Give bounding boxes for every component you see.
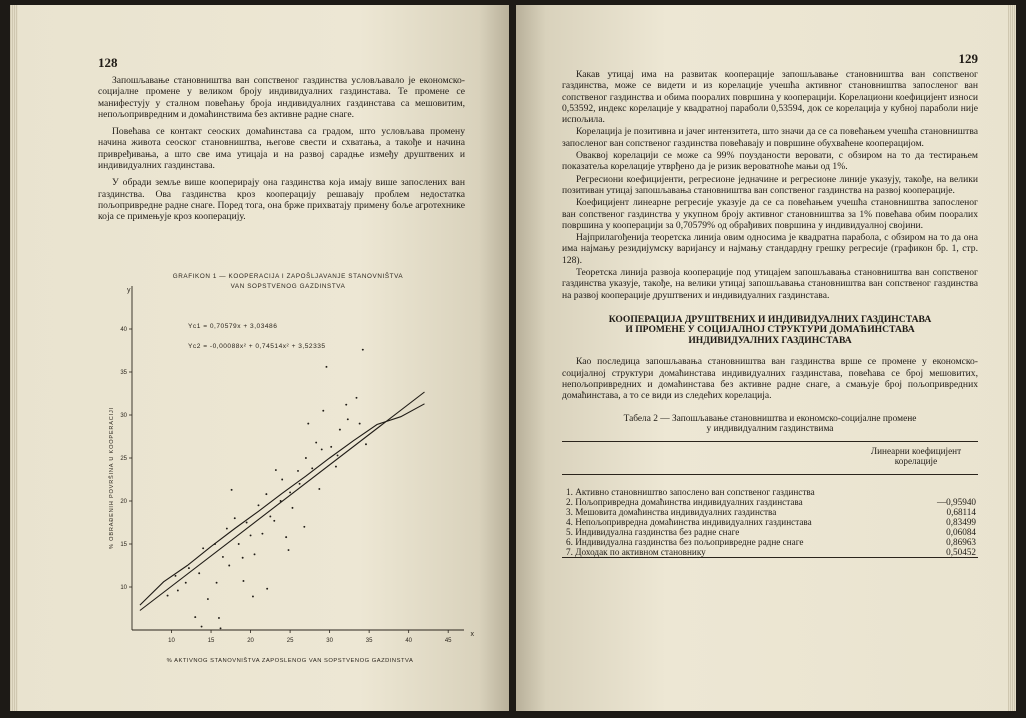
table-row bbox=[562, 547, 978, 558]
y-tick-label: 30 bbox=[120, 413, 127, 419]
page-edge bbox=[10, 5, 18, 711]
table-row bbox=[562, 537, 978, 547]
y-axis-label: % OBRAĐENIH POVRŠINA U KOOPERACIJI bbox=[109, 407, 115, 549]
chart-container bbox=[100, 268, 472, 668]
caption-line: Табела 2 — Запошљавање становништва и економско-социјалне промене bbox=[623, 413, 917, 424]
paragraph: Коефицијент линеарне регресије указује да се са повећањем учешћа становништва запосленог ван сопственог газдинства у укупном броју активног становништва за 1% повећава обим пооралих површина у кооперацији за 0,70579% од обрађивих површина у индивидуалној својини. bbox=[562, 197, 978, 231]
row-label: 1. Активно становништво запослено ван сопственог газдинства bbox=[566, 486, 815, 497]
data-point bbox=[216, 582, 218, 584]
data-point bbox=[252, 596, 254, 598]
paragraph: Корелација је позитивна и јачег интензитета, што значи да се са повећањем учешћа становништва запосленог ван сопственог газдинства повећавају и површине обухваћене кооперацијом. bbox=[562, 126, 978, 149]
data-point bbox=[250, 534, 252, 536]
data-point bbox=[265, 493, 267, 495]
row-value: 0,68114 bbox=[946, 506, 976, 517]
x-tick-label: 35 bbox=[365, 638, 373, 644]
data-point bbox=[207, 598, 209, 600]
y-tick-label: 15 bbox=[120, 542, 127, 548]
equation-2: Yc2 = -0,00088x² + 0,74514x² + 3,52335 bbox=[188, 343, 326, 350]
data-point bbox=[297, 470, 299, 472]
paragraph: Оваквој корелацији се може са 99% поузданости веровати, с обзиром на то да тестирањем показатеља корелације утврђено да је ризик вероватноће мањи од 1%. bbox=[562, 150, 978, 173]
right-page bbox=[516, 5, 1016, 711]
paragraph: Повећава се контакт сеоских домаћинстава са градом, што условљава промену начина живота сеоског становништва, његове свести и схватања, а такође и начина привређивања, а што све има утицаја и на развој сарадње између друштвених и индивидуалних газдинстава. bbox=[98, 126, 465, 172]
data-point bbox=[365, 443, 367, 445]
x-tick-label: 45 bbox=[444, 638, 452, 644]
chart-title-line1: GRAFIKON 1 — KOOPERACIJA I ZAPOŠLJAVANJE STANOVNIŠTVA bbox=[172, 273, 404, 280]
data-point bbox=[234, 517, 236, 519]
page-number: 129 bbox=[958, 51, 978, 66]
data-point bbox=[285, 536, 287, 538]
data-point bbox=[339, 429, 341, 431]
data-point bbox=[356, 397, 358, 399]
regression-line-2 bbox=[140, 404, 425, 605]
heading-line: КООПЕРАЦИЈА ДРУШТВЕНИХ И ИНДИВИДУАЛНИХ ГАЗДИНСТАВА bbox=[608, 313, 932, 325]
correlation-table bbox=[562, 441, 978, 558]
data-point bbox=[185, 582, 187, 584]
paragraph: Регресиони коефицијенти, регресионе једначине и регресионе линије указују, такође, на велики позитиван утицај запошљавања становништва ван сопственог газдинства на развој кооперације. bbox=[562, 173, 978, 196]
x-tick-label: 25 bbox=[286, 638, 294, 644]
data-point bbox=[231, 489, 233, 491]
data-point bbox=[280, 500, 282, 502]
regression-line-1 bbox=[140, 392, 425, 611]
data-point bbox=[238, 543, 240, 545]
section-heading bbox=[562, 315, 978, 347]
x-axis-letter: x bbox=[470, 631, 474, 638]
x-tick-label: 15 bbox=[207, 638, 215, 644]
row-label: 7. Доходак по активном становнику bbox=[562, 547, 920, 558]
row-label: 6. Индивидуална газдинства без пољопривредне радне снаге bbox=[566, 536, 804, 547]
data-point bbox=[226, 528, 228, 530]
data-point bbox=[269, 516, 271, 518]
row-value: 0,83499 bbox=[946, 516, 976, 527]
row-label: 2. Пољопривредна домаћинства индивидуалних газдинстава bbox=[566, 496, 803, 507]
row-value: 0,50452 bbox=[920, 547, 978, 558]
y-axis-letter: y bbox=[127, 287, 131, 294]
data-point bbox=[330, 446, 332, 448]
table-row bbox=[562, 497, 978, 507]
data-point bbox=[303, 526, 305, 528]
data-point bbox=[288, 549, 290, 551]
paragraph: Какав утицај има на развитак кооперације запошљавање становништва ван сопственог газдинства, може се видети и из корелације учешћа активног становништва запосленог ван сопственог газдинства и обима пооралих површина у кооперацији. Корелациони коефицијент износи 0,53592, индекс корелације у квадратној параболи 0,53594, док се корелација у кубној параболи није испољила. bbox=[562, 69, 978, 126]
table-row bbox=[562, 507, 978, 517]
chart-title-line2: VAN SOPSTVENOG GAZDINSTVA bbox=[230, 283, 346, 290]
data-point bbox=[254, 553, 256, 555]
equation-1: Yc1 = 0,70579x + 3,03486 bbox=[188, 323, 278, 330]
table-row bbox=[562, 517, 978, 527]
data-point bbox=[275, 469, 277, 471]
y-tick-label: 10 bbox=[120, 585, 127, 591]
data-point bbox=[222, 556, 224, 558]
data-point bbox=[362, 349, 364, 351]
data-point bbox=[218, 617, 220, 619]
data-point bbox=[307, 423, 309, 425]
data-point bbox=[299, 483, 301, 485]
data-point bbox=[335, 466, 337, 468]
y-tick-label: 40 bbox=[120, 327, 127, 333]
row-label: 3. Мешовита домаћинства индивидуалних газдинства bbox=[566, 506, 777, 517]
data-point bbox=[214, 543, 216, 545]
row-label: 5. Индивидуална газдинства без радне снаге bbox=[566, 526, 740, 537]
row-value: 0,06084 bbox=[946, 526, 976, 537]
paragraph: Теоретска линија развоја кооперације под утицајем запошљавања становништва ван сопственог газдинства указује, такође, на велики утицај запошљавања становништва ван сопственог газдинства на развој кооперације друштвених и индивидуалних газдинстава. bbox=[562, 267, 978, 301]
table-header bbox=[562, 441, 978, 474]
x-tick-label: 40 bbox=[405, 638, 413, 644]
y-tick-label: 25 bbox=[120, 456, 127, 462]
paragraph: Најприлагођенија теоретска линија овим односима је квадратна парабола, с обзиром на то да она има најмању резидијумску варијансу и најмању стандардну грешку регресије (графикон бр. 1, стр. 128). bbox=[562, 232, 978, 266]
data-point bbox=[281, 479, 283, 481]
data-point bbox=[337, 454, 339, 456]
data-point bbox=[305, 457, 307, 459]
data-point bbox=[220, 627, 222, 629]
caption-line: у индивидуалним газдинствима bbox=[706, 424, 834, 435]
heading-line: И ПРОМЕНЕ У СОЦИЈАЛНОЈ СТРУКТУРИ ДОМАЋИНСТАВА bbox=[625, 324, 915, 336]
row-value bbox=[920, 474, 978, 497]
page-edge bbox=[1008, 5, 1016, 711]
table-caption bbox=[562, 414, 978, 435]
data-point bbox=[167, 595, 169, 597]
data-point bbox=[347, 418, 349, 420]
data-point bbox=[266, 588, 268, 590]
data-point bbox=[345, 404, 347, 406]
row-label: 4. Непољопривредна домаћинства индивидуалних газдинстава bbox=[566, 516, 812, 527]
data-point bbox=[177, 589, 179, 591]
x-axis-label: % AKTIVNOG STANOVNIŠTVA ZAPOSLENOG VAN SOPSTVENOG GAZDINSTVA bbox=[166, 658, 414, 664]
data-point bbox=[321, 448, 323, 450]
data-point bbox=[322, 410, 324, 412]
data-point bbox=[315, 442, 317, 444]
data-point bbox=[201, 626, 203, 628]
data-point bbox=[202, 547, 204, 549]
data-point bbox=[194, 616, 196, 618]
data-point bbox=[175, 575, 177, 577]
scatter-chart bbox=[100, 268, 472, 668]
data-point bbox=[289, 491, 291, 493]
y-tick-label: 35 bbox=[120, 370, 127, 376]
data-point bbox=[228, 565, 230, 567]
x-tick-label: 10 bbox=[168, 638, 175, 644]
row-value: 0,86963 bbox=[946, 536, 976, 547]
table-row bbox=[562, 474, 978, 497]
data-point bbox=[326, 366, 328, 368]
data-point bbox=[188, 567, 190, 569]
data-point bbox=[273, 520, 275, 522]
data-point bbox=[242, 557, 244, 559]
x-tick-label: 20 bbox=[247, 638, 254, 644]
x-tick-label: 30 bbox=[326, 638, 333, 644]
paragraph: Запошљавање становништва ван сопственог газдинства условљавало је економско-социјалне промене у великом броју индивидуалних газдинстава. Те промене се манифестују у сталном повећању броја индивидуалних газдинстава са мешовитим, непољопривредним и домаћинствима без активне радне снаге. bbox=[98, 75, 465, 120]
data-point bbox=[243, 580, 245, 582]
data-point bbox=[246, 522, 248, 524]
data-point bbox=[261, 533, 263, 535]
data-point bbox=[292, 507, 294, 509]
paragraph: У обради земље више кооперирају она газдинства која имају више запослених ван газдинства. Ова газдинства кроз кооперацију решавају проблем недостатка пољопривредне радне снаге. Поред тога, она брже прихватају примену боље агротехнике која се примењује кроз кооперацију. bbox=[98, 177, 465, 223]
y-tick-label: 20 bbox=[120, 499, 127, 505]
data-point bbox=[258, 504, 260, 506]
header-label: Линеарни коефицијент корелације bbox=[870, 445, 962, 466]
data-point bbox=[359, 423, 361, 425]
data-point bbox=[311, 467, 313, 469]
data-point bbox=[198, 572, 200, 574]
page-number: 128 bbox=[98, 55, 118, 70]
data-point bbox=[318, 488, 320, 490]
paragraph: Као последица запошљавања становништва ван газдинства врше се промене у економско-социјалној структури домаћинстава индивидуалних газдинстава, повећава се број мешовитих, непољопривредних и домаћинстава без активне радне снаге, а смањује број пољопривредних домаћинстава, а то се види из следећих корелација. bbox=[562, 356, 978, 402]
table-row bbox=[562, 527, 978, 537]
heading-line: ИНДИВИДУАЛНИХ ГАЗДИНСТАВА bbox=[688, 334, 852, 346]
row-value: —0,95940 bbox=[936, 496, 976, 507]
